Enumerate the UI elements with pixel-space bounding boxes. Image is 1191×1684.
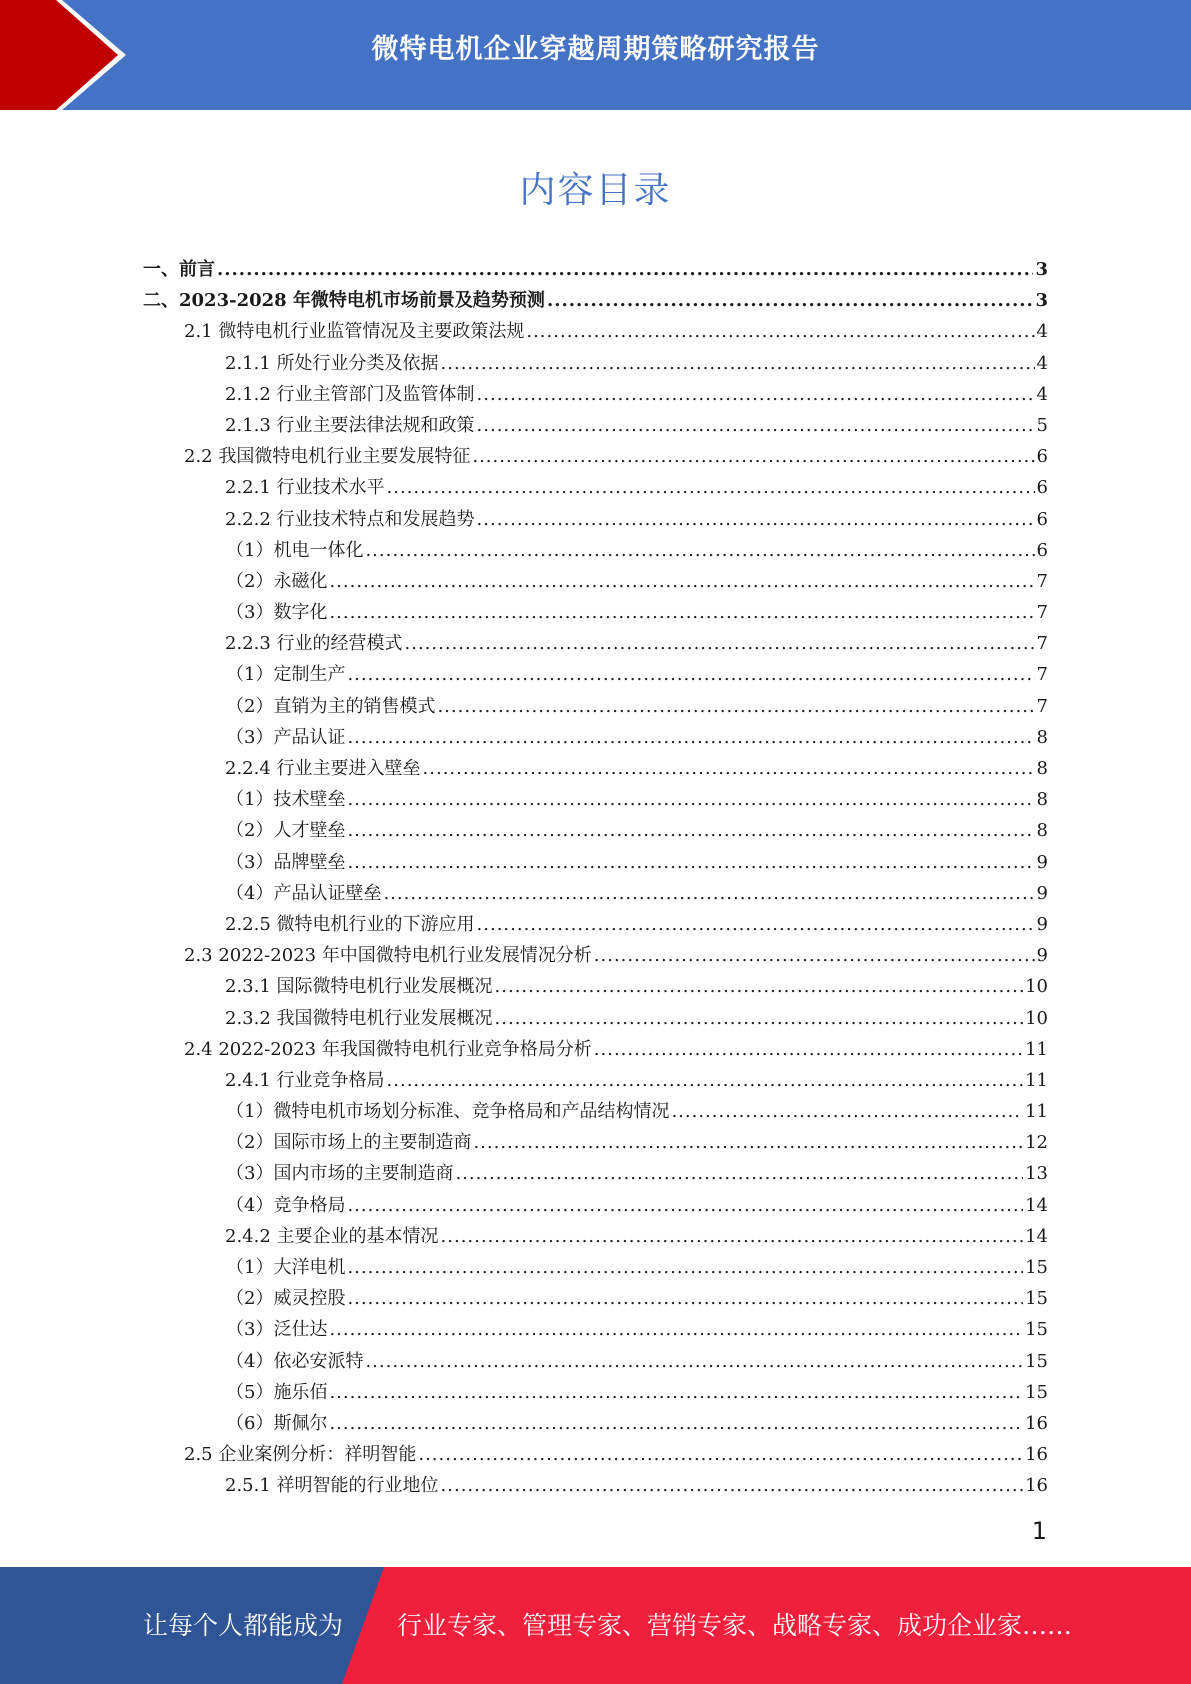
- toc-dot-leader: [495, 1003, 1024, 1034]
- toc-entry[interactable]: [0, 1221, 1191, 1252]
- toc-dot-leader: [365, 1346, 1023, 1377]
- toc-entry[interactable]: [0, 1377, 1191, 1408]
- toc-entry[interactable]: [0, 1314, 1191, 1345]
- toc-entry[interactable]: [0, 1346, 1191, 1377]
- toc-entry-title: （5）施乐佰: [226, 1381, 328, 1403]
- toc-entry-title: （3）国内市场的主要制造商: [226, 1163, 454, 1185]
- toc-entry-title: 2.1.3 行业主要法律法规和政策: [225, 414, 475, 436]
- toc-dot-leader: [347, 1252, 1023, 1283]
- toc-dot-leader: [477, 379, 1035, 410]
- toc-entry-page: 15: [1025, 1381, 1048, 1403]
- toc-entry-title: （4）竞争格局: [226, 1194, 346, 1216]
- toc-entry-page: 6: [1036, 508, 1048, 530]
- toc-dot-leader: [347, 847, 1034, 878]
- toc-entry-title: （1）技术壁垒: [226, 789, 346, 811]
- toc-dot-leader: [329, 566, 1034, 597]
- toc-entry[interactable]: [0, 1096, 1191, 1127]
- toc-entry-title: 2.1.1 所处行业分类及依据: [225, 352, 439, 374]
- toc-entry-page: 7: [1036, 570, 1048, 592]
- toc-entry-title: 2.5.1 祥明智能的行业地位: [225, 1475, 439, 1497]
- toc-entry-page: 8: [1036, 789, 1048, 811]
- toc-dot-leader: [329, 597, 1034, 628]
- toc-entry[interactable]: [0, 1034, 1191, 1065]
- toc-dot-leader: [477, 410, 1035, 441]
- toc-entry[interactable]: [0, 597, 1191, 628]
- toc-entry[interactable]: [0, 504, 1191, 535]
- toc-entry[interactable]: [0, 441, 1191, 472]
- toc-entry-page: 15: [1025, 1288, 1048, 1310]
- toc-dot-leader: [441, 1221, 1024, 1252]
- toc-entry[interactable]: [0, 410, 1191, 441]
- toc-entry[interactable]: [0, 847, 1191, 878]
- toc-entry-title: （4）依必安派特: [226, 1350, 364, 1372]
- toc-dot-leader: [594, 1034, 1023, 1065]
- toc-entry-page: 11: [1025, 1069, 1048, 1091]
- toc-entry-title: （2）永磁化: [226, 570, 328, 592]
- toc-entry[interactable]: [0, 1439, 1191, 1470]
- toc-entry-page: 4: [1036, 352, 1048, 374]
- toc-entry[interactable]: [0, 753, 1191, 784]
- toc-dot-leader: [418, 1439, 1023, 1470]
- toc-dot-leader: [477, 504, 1035, 535]
- toc-entry[interactable]: [0, 1065, 1191, 1096]
- toc-entry[interactable]: [0, 1470, 1191, 1501]
- toc-entry-page: 8: [1036, 820, 1048, 842]
- toc-dot-leader: [347, 1283, 1023, 1314]
- toc-entry-page: 7: [1036, 664, 1048, 686]
- toc-dot-leader: [217, 254, 1033, 285]
- toc-dot-leader: [347, 722, 1034, 753]
- toc-entry-page: 3: [1035, 259, 1048, 280]
- toc-entry-page: 4: [1036, 383, 1048, 405]
- toc-entry-title: （1）机电一体化: [226, 539, 364, 561]
- toc-entry-page: 8: [1036, 726, 1048, 748]
- toc-dot-leader: [441, 348, 1035, 379]
- toc-entry-page: 7: [1036, 602, 1048, 624]
- toc-entry-title: 2.2.2 行业技术特点和发展趋势: [225, 508, 475, 530]
- toc-entry[interactable]: [0, 1158, 1191, 1189]
- toc-entry-page: 14: [1025, 1194, 1048, 1216]
- toc-entry[interactable]: [0, 1190, 1191, 1221]
- toc-entry-title: 二、2023-2028 年微特电机市场前景及趋势预测: [143, 290, 545, 312]
- toc-dot-leader: [473, 1127, 1023, 1158]
- toc-entry[interactable]: [0, 1003, 1191, 1034]
- toc-entry[interactable]: [0, 379, 1191, 410]
- toc-dot-leader: [437, 691, 1034, 722]
- toc-entry-title: （3）泛仕达: [226, 1319, 328, 1341]
- footer-slogan-left: 让每个人都能成为: [143, 1611, 344, 1640]
- toc-dot-leader: [455, 1158, 1023, 1189]
- toc-entry-title: （3）数字化: [226, 602, 328, 624]
- toc-entry[interactable]: [0, 784, 1191, 815]
- toc-entry[interactable]: [0, 566, 1191, 597]
- toc-entry[interactable]: [0, 1283, 1191, 1314]
- toc-dot-leader: [347, 1190, 1023, 1221]
- toc-entry-title: 2.4.1 行业竞争格局: [225, 1069, 385, 1091]
- toc-dot-leader: [329, 1377, 1023, 1408]
- toc-entry[interactable]: [0, 940, 1191, 971]
- toc-entry-title: 2.2.4 行业主要进入壁垒: [225, 758, 421, 779]
- toc-entry[interactable]: [0, 535, 1191, 566]
- toc-dot-leader: [347, 815, 1034, 846]
- toc-entry-page: 6: [1036, 477, 1048, 499]
- toc-entry[interactable]: [0, 348, 1191, 379]
- toc-entry-title: 2.4.2 主要企业的基本情况: [225, 1225, 439, 1247]
- toc-entry-page: 12: [1025, 1132, 1048, 1154]
- toc-entry-page: 6: [1036, 539, 1048, 561]
- toc-entry[interactable]: [0, 659, 1191, 690]
- toc-dot-leader: [383, 878, 1034, 909]
- toc-heading: 内容目录: [519, 170, 672, 211]
- toc-entry-title: （2）威灵控股: [226, 1288, 346, 1310]
- toc-dot-leader: [441, 1470, 1024, 1501]
- toc-dot-leader: [405, 628, 1035, 659]
- toc-dot-leader: [329, 1408, 1023, 1439]
- toc-entry-page: 15: [1025, 1257, 1048, 1278]
- toc-dot-leader: [387, 1065, 1024, 1096]
- toc-entry-title: 2.4 2022-2023 年我国微特电机行业竞争格局分析: [184, 1038, 592, 1060]
- toc-dot-leader: [347, 659, 1034, 690]
- toc-entry-title: 2.3.2 我国微特电机行业发展概况: [225, 1007, 493, 1029]
- toc-entry-page: 9: [1036, 945, 1048, 967]
- toc-entry-page: 6: [1036, 446, 1048, 468]
- toc-entry[interactable]: [0, 878, 1191, 909]
- toc-entry-page: 5: [1036, 414, 1048, 436]
- toc-entry-page: 16: [1025, 1444, 1048, 1466]
- toc-dot-leader: [671, 1096, 1023, 1127]
- toc-dot-leader: [594, 940, 1035, 971]
- toc-dot-leader: [423, 753, 1035, 784]
- toc-entry-title: （6）斯佩尔: [226, 1412, 328, 1434]
- toc-dot-leader: [547, 285, 1034, 316]
- toc-entry[interactable]: [0, 1252, 1191, 1283]
- page-footer: [0, 1567, 1191, 1684]
- toc-entry-title: 2.2 我国微特电机行业主要发展特征: [184, 446, 471, 468]
- toc-entry[interactable]: [0, 254, 1191, 285]
- page-header: [0, 0, 1191, 110]
- toc-entry-page: 13: [1025, 1163, 1048, 1185]
- toc-entry-title: 一、前言: [143, 259, 215, 280]
- toc-entry-title: （2）直销为主的销售模式: [226, 695, 436, 717]
- toc-entry-page: 9: [1036, 851, 1048, 873]
- toc-entry-title: （1）大洋电机: [226, 1257, 346, 1278]
- toc-entry-title: （2）人才壁垒: [226, 820, 346, 842]
- table-of-contents: [0, 254, 1191, 1502]
- toc-entry-page: 15: [1025, 1319, 1048, 1341]
- toc-entry-title: 2.2.5 微特电机行业的下游应用: [225, 913, 475, 935]
- toc-entry-page: 7: [1036, 695, 1048, 717]
- toc-entry-title: （3）品牌壁垒: [226, 851, 346, 873]
- toc-dot-leader: [387, 472, 1035, 503]
- report-title: 微特电机企业穿越周期策略研究报告: [371, 34, 820, 65]
- toc-entry[interactable]: [0, 316, 1191, 347]
- toc-entry[interactable]: [0, 971, 1191, 1002]
- toc-dot-leader: [365, 535, 1034, 566]
- toc-entry[interactable]: [0, 815, 1191, 846]
- toc-entry-title: 2.1 微特电机行业监管情况及主要政策法规: [184, 321, 525, 343]
- toc-entry-page: 3: [1035, 290, 1048, 312]
- toc-entry-title: （4）产品认证壁垒: [226, 882, 382, 904]
- toc-entry[interactable]: [0, 722, 1191, 753]
- toc-dot-leader: [347, 784, 1034, 815]
- toc-entry[interactable]: [0, 691, 1191, 722]
- toc-entry[interactable]: [0, 1127, 1191, 1158]
- toc-entry-title: （3）产品认证: [226, 726, 346, 748]
- toc-dot-leader: [329, 1314, 1023, 1345]
- toc-entry[interactable]: [0, 1408, 1191, 1439]
- footer-slogan-right: 行业专家、管理专家、营销专家、战略专家、成功企业家……: [397, 1611, 1073, 1640]
- toc-dot-leader: [526, 316, 1034, 347]
- toc-entry-page: 15: [1025, 1350, 1048, 1372]
- toc-entry-title: 2.1.2 行业主管部门及监管体制: [225, 383, 475, 405]
- toc-dot-leader: [477, 909, 1035, 940]
- toc-entry-title: 2.3.1 国际微特电机行业发展概况: [225, 976, 493, 998]
- toc-entry[interactable]: [0, 285, 1191, 316]
- toc-entry-page: 9: [1036, 882, 1048, 904]
- toc-entry-page: 14: [1025, 1225, 1048, 1247]
- toc-entry-page: 16: [1025, 1412, 1048, 1434]
- toc-entry-page: 11: [1025, 1038, 1048, 1060]
- toc-dot-leader: [495, 971, 1024, 1002]
- toc-entry-title: （2）国际市场上的主要制造商: [226, 1132, 472, 1154]
- toc-entry-title: （1）定制生产: [226, 664, 346, 686]
- toc-entry-page: 10: [1025, 976, 1048, 998]
- toc-entry-page: 7: [1036, 633, 1048, 655]
- toc-dot-leader: [472, 441, 1034, 472]
- toc-entry-title: （1）微特电机市场划分标准、竞争格局和产品结构情况: [226, 1101, 670, 1123]
- page-number: 1: [1031, 1517, 1047, 1545]
- toc-entry-page: 9: [1036, 913, 1048, 935]
- toc-entry-title: 2.5 企业案例分析：祥明智能: [184, 1444, 417, 1466]
- toc-entry-page: 4: [1036, 321, 1048, 343]
- toc-entry-title: 2.3 2022-2023 年中国微特电机行业发展情况分析: [184, 945, 592, 967]
- toc-entry-title: 2.2.1 行业技术水平: [225, 477, 385, 499]
- toc-entry[interactable]: [0, 472, 1191, 503]
- toc-entry-page: 11: [1025, 1101, 1048, 1123]
- toc-entry-page: 16: [1025, 1475, 1048, 1497]
- toc-entry-title: 2.2.3 行业的经营模式: [225, 633, 403, 655]
- toc-entry[interactable]: [0, 628, 1191, 659]
- toc-entry-page: 10: [1025, 1007, 1048, 1029]
- toc-entry-page: 8: [1036, 758, 1048, 779]
- toc-entry[interactable]: [0, 909, 1191, 940]
